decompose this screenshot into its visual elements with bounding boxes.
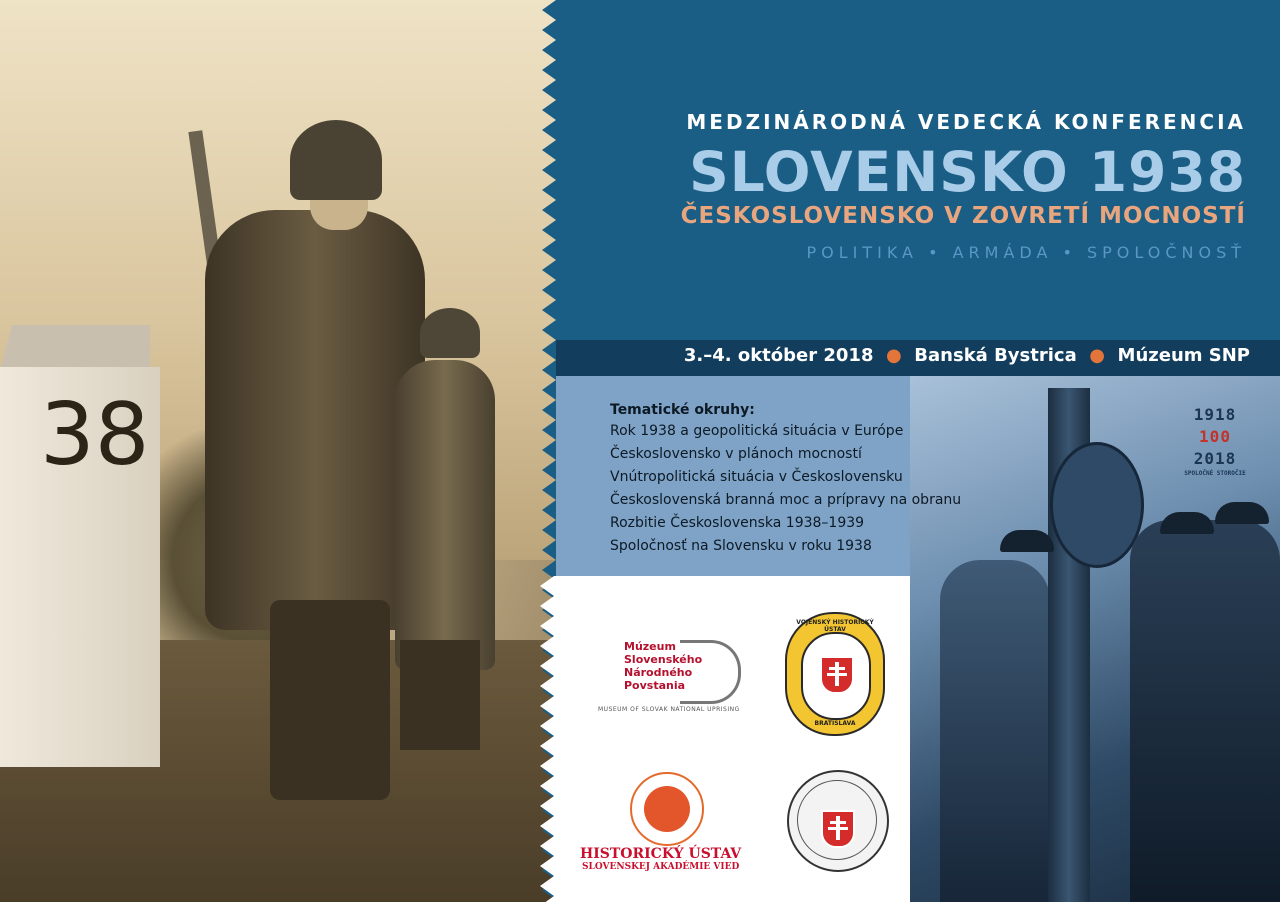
- vhu-logo-top-text: VOJENSKÝ HISTORICKÝ ÚSTAV: [796, 619, 874, 633]
- date-bar: [556, 340, 1280, 376]
- milestone-number: 38: [40, 385, 150, 485]
- topics-heading: Tematické okruhy:: [610, 402, 755, 418]
- vhu-logo-bottom-text: BRATISLAVA: [814, 720, 856, 727]
- snp-logo-english: MUSEUM OF SLOVAK NATIONAL UPRISING: [598, 706, 740, 713]
- soldier-back-body: [395, 360, 495, 670]
- soldier-front-helmet: [290, 120, 382, 200]
- slovak-shield-icon: [820, 656, 854, 694]
- crowd-left: [940, 560, 1050, 902]
- event-venue: Múzeum SNP: [1117, 345, 1250, 366]
- hat: [1000, 530, 1054, 552]
- snp-logo-line: Národného: [624, 666, 693, 679]
- border-sign: [1050, 442, 1144, 568]
- hu-logo-subtitle: SLOVENSKEJ AKADÉMIE VIED: [582, 862, 740, 872]
- hu-logo-title: HISTORICKÝ ÚSTAV: [580, 846, 742, 862]
- themes-line: POLITIKA • ARMÁDA • SPOLOČNOSŤ: [806, 243, 1246, 262]
- soldier-back-legs: [400, 640, 480, 750]
- conference-title: SLOVENSKO 1938: [689, 140, 1246, 204]
- soldier-back-helmet: [420, 308, 480, 358]
- hat: [1160, 512, 1214, 534]
- snp-logo-line: Povstania: [624, 679, 686, 692]
- topic-item: Spoločnosť na Slovensku v roku 1938: [610, 538, 872, 554]
- date-line: [684, 345, 1250, 366]
- event-date: 3.–4. október 2018: [683, 345, 874, 366]
- milestone-cap: [0, 325, 150, 371]
- crowd-right: [1130, 520, 1280, 902]
- vhu-inner-field: [801, 632, 871, 720]
- soldiers-photo: [0, 0, 560, 902]
- snp-museum-logo: [624, 640, 744, 692]
- historical-society-seal: [787, 770, 889, 872]
- sav-history-institute-logo: [630, 772, 704, 846]
- centenary-emblem: [1182, 404, 1248, 477]
- topic-item: Rok 1938 a geopolitická situácia v Európe: [610, 423, 904, 439]
- event-city: Banská Bystrica: [914, 345, 1077, 366]
- topic-item: Československo v plánoch mocností: [610, 446, 862, 462]
- separator-dot: ●: [879, 345, 909, 366]
- topic-item: Československá branná moc a prípravy na obranu: [610, 492, 962, 508]
- emblem-caption: SPOLOČNÉ STOROČIE: [1184, 470, 1246, 477]
- emblem-centenary: 100: [1199, 427, 1231, 446]
- conference-tagline: ČESKOSLOVENSKO V ZOVRETÍ MOCNOSTÍ: [680, 203, 1246, 229]
- separator-dot: ●: [1083, 345, 1112, 366]
- topic-item: Rozbitie Československa 1938–1939: [610, 515, 865, 531]
- slovak-shield-icon: [821, 810, 855, 848]
- soldier-front-legs: [270, 600, 390, 800]
- snp-logo-line: Slovenského: [624, 653, 703, 666]
- soldier-front-body: [205, 210, 425, 630]
- border-milestone: [0, 325, 180, 765]
- topic-item: Vnútropolitická situácia v Československu: [610, 469, 903, 485]
- conference-subtitle: MEDZINÁRODNÁ VEDECKÁ KONFERENCIA: [686, 110, 1246, 134]
- flower-icon: [644, 786, 690, 832]
- military-history-institute-logo: [785, 612, 885, 736]
- emblem-year-start: 1918: [1193, 405, 1237, 424]
- hat: [1215, 502, 1269, 524]
- snp-logo-line: Múzeum: [624, 640, 676, 653]
- emblem-year-end: 2018: [1193, 449, 1237, 468]
